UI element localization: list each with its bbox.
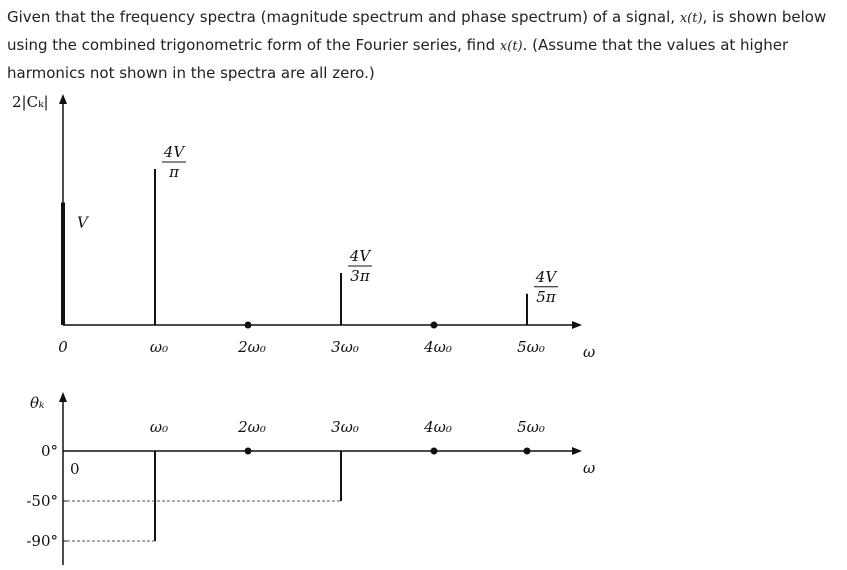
magnitude-y-axis-label: 2|Cₖ| <box>12 93 49 111</box>
phase-y-tick-label-1: -50° <box>26 492 58 510</box>
phase-tick-label-4: 4ω₀ <box>424 418 452 436</box>
signal-variable: x(t) <box>679 11 703 26</box>
phase-tick-label-3: 3ω₀ <box>331 418 359 436</box>
magnitude-value-label-num-5: 4V <box>535 267 557 286</box>
magnitude-x-axis-arrow <box>572 321 582 329</box>
phase-y-tick-label-2: -90° <box>26 532 58 550</box>
phase-x-axis-arrow <box>572 447 582 455</box>
magnitude-tick-label-0: 0 <box>58 338 68 356</box>
magnitude-value-label-num-x: 4V <box>163 143 185 161</box>
magnitude-tick-label-3: 3ω₀ <box>331 338 359 356</box>
magnitude-zero-marker-2 <box>245 322 252 329</box>
magnitude-value-label-den-x: π <box>169 163 179 181</box>
magnitude-tick-label-2: 2ω₀ <box>238 338 266 356</box>
magnitude-y-axis-arrow <box>59 94 67 104</box>
phase-y-tick-label-0: 0° <box>40 442 58 460</box>
magnitude-value-label-den-5: 5π <box>536 287 556 306</box>
magnitude-value-label-den-3: 3π <box>350 267 370 286</box>
problem-text-part-3: . (Assume that the values at higher harmonics not shown in the spectra are all zero.) <box>7 36 789 82</box>
magnitude-value-label-num-3: 4V <box>349 247 371 266</box>
magnitude-value-label-0: V <box>77 213 88 232</box>
magnitude-tick-label-5: 5ω₀ <box>517 338 545 356</box>
phase-tick-label-5: 5ω₀ <box>517 418 545 436</box>
phase-zero-marker-5 <box>524 448 531 455</box>
magnitude-tick-label-x: ω₀ <box>149 338 169 356</box>
magnitude-zero-marker-4 <box>431 322 438 329</box>
phase-zero-marker-4 <box>431 448 438 455</box>
phase-zero-marker-2 <box>245 448 252 455</box>
signal-variable-2: x(t) <box>499 39 523 54</box>
phase-y-axis-label: θₖ <box>30 394 45 412</box>
phase-tick-label-2: 2ω₀ <box>238 418 266 436</box>
magnitude-spectrum <box>12 93 595 361</box>
magnitude-x-axis-label: ω <box>583 343 596 361</box>
phase-tick-label-x: ω₀ <box>149 418 169 436</box>
problem-text-part-1: Given that the frequency spectra (magnitude spectrum and phase spectrum) of a signal, <box>7 8 680 26</box>
phase-y-axis-arrow <box>59 392 67 402</box>
magnitude-tick-label-4: 4ω₀ <box>424 338 452 356</box>
phase-origin-label: 0 <box>70 460 80 478</box>
phase-x-axis-label: ω <box>583 459 596 477</box>
phase-spectrum <box>26 392 595 565</box>
problem-text-part-2: , is shown below using the combined trigonometric form of the Fourier series, find <box>7 8 827 54</box>
